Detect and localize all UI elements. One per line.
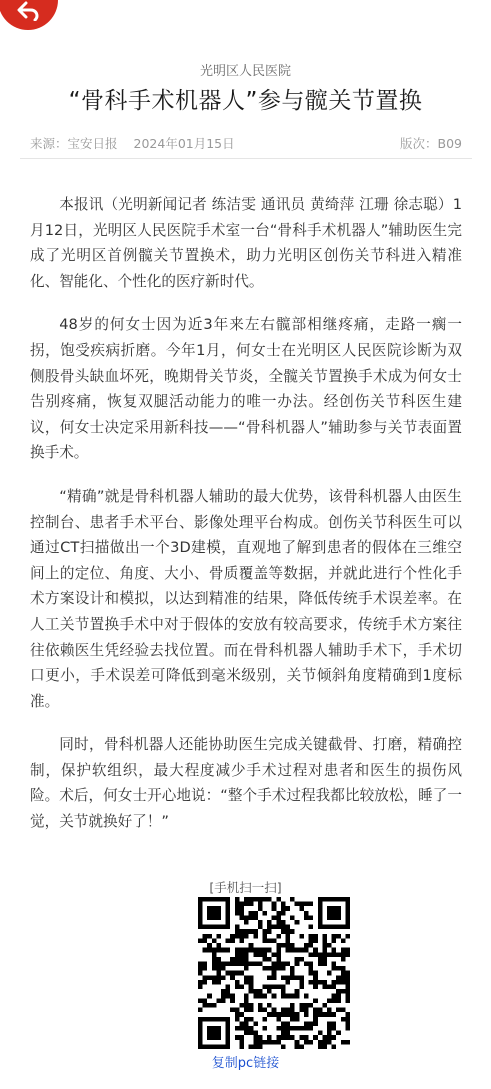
article-title: “骨科手术机器人”参与髋关节置换 bbox=[68, 88, 423, 114]
article-kicker: 光明区人民医院 bbox=[199, 64, 291, 79]
article-paragraph: 同时，骨科机器人还能协助医生完成关键截骨、打磨，精确控制，保护软组织，最大程度减少手术过程对患者和医生的损伤风险。术后，何女士开心地说：“整个手术过程我都比较放松，睡了一觉，关节就换好了！” bbox=[30, 736, 462, 831]
article-paragraph: 本报讯（光明新闻记者 练洁雯 通讯员 黄绮萍 江珊 徐志聪）1月12日，光明区人民医院手术室一台“骨科手术机器人”辅助医生完成了光明区首例髋关节置换术，助力光明区创伤关节科进入精准化、智能化、个性化的医疗新时代。 bbox=[30, 196, 462, 290]
article-meta bbox=[30, 134, 462, 152]
qr-code-icon bbox=[198, 897, 350, 1049]
article-edition: 版次：B09 bbox=[400, 136, 462, 151]
qr-caption: [手机扫一扫] bbox=[209, 880, 282, 895]
article-paragraph: 48岁的何女士因为近3年来左右髋部相继疼痛，走路一瘸一拐，饱受疾病折磨。今年1月，何女士在光明区人民医院诊断为双侧股骨头缺血坏死，晚期骨关节炎，全髋关节置换手术成为何女士告别疼痛，恢复双腿活动能力的唯一办法。经创伤关节科医生建议，何女士决定采用新科技——“骨科机器人”辅助参与关节表面置换手术。 bbox=[30, 316, 462, 462]
article-source: 来源：宝安日报 bbox=[30, 136, 118, 151]
article-date: 2024年01月15日 bbox=[133, 136, 235, 151]
meta-divider bbox=[20, 158, 472, 159]
back-arrow-icon bbox=[17, 1, 39, 21]
back-button[interactable] bbox=[0, 0, 58, 30]
article-body bbox=[30, 192, 462, 853]
article-paragraph: “精确”就是骨科机器人辅助的最大优势，该骨科机器人由医生控制台、患者手术平台、影像处理平台构成。创伤关节科医生可以通过CT扫描做出一个3D建模，直观地了解到患者的假体在三维空间上的定位、角度、大小、骨质覆盖等数据，并就此进行个性化手术方案设计和模拟，以达到精准的结果，降低传统手术误差率。在人工关节置换手术中对于假体的安放有较高要求，传统手术方案往往依赖医生凭经验去找位置。而在骨科机器人辅助手术下，手术切口更小，手术误差可降低到毫米级别，关节倾斜角度精确到1度标准。 bbox=[30, 487, 462, 710]
copy-pc-link[interactable]: 复制pc链接 bbox=[211, 1056, 280, 1071]
